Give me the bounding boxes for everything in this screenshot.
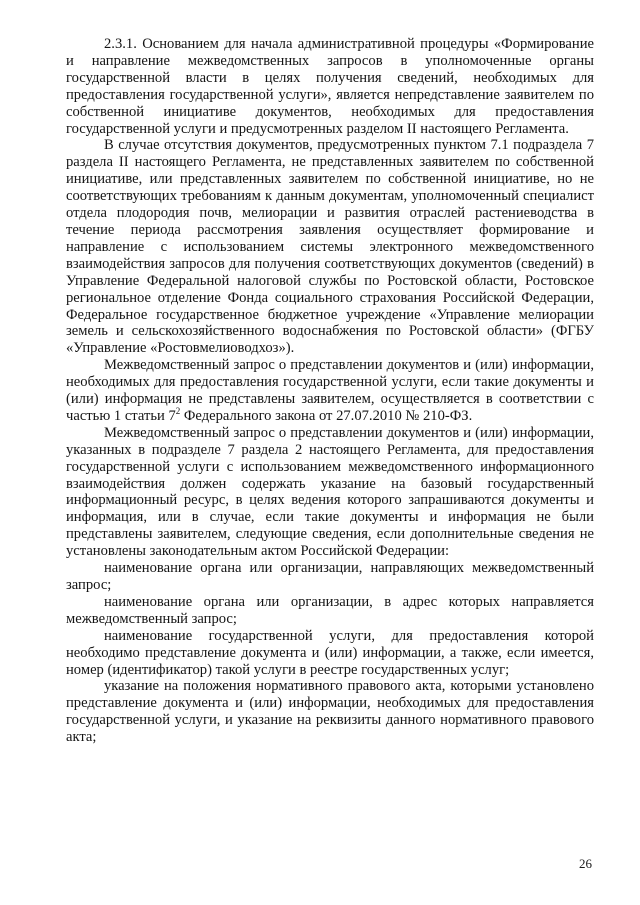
paragraph-missing-documents: В случае отсутствия документов, предусмотренных пунктом 7.1 подраздела 7 раздела II настоящего Регламента, не представленных заявителем по собственной инициативе, или представленных заявителем по собственной инициативе, но не соответствующих требованиям к данным документам, уполномоченный специалист отдела плодородия почв, мелиорации и развития отраслей растениеводства в течение периода рассмотрения заявления осуществляет формирование и направление с использованием системы электронного межведомственного взаимодействия запросов для получения соответствующих документов (сведений) в Управление Федеральной налоговой службы по Ростовской области, Ростовское региональное отделение Фонда социального страхования Российской Федерации, Федеральное государственное бюджетное учреждение «Управление мелиорации земель и сельскохозяйственного водоснабжения по Ростовской области» (ФГБУ «Управление «Ростовмелиоводхоз»).	[66, 137, 594, 357]
paragraph-interagency-request-law	[66, 357, 594, 425]
page-number: 26	[579, 856, 592, 871]
superscript-article: 2	[175, 406, 181, 417]
paragraph-2-3-1: 2.3.1. Основанием для начала административной процедуры «Формирование и направление межведомственных запросов в уполномоченные органы государственной власти в целях получения сведений, необходимых для предоставления государственной услуги», является непредставление заявителем по собственной инициативе документов, необходимых для предоставления государственной услуги и предусмотренных разделом II настоящего Регламента.	[66, 36, 594, 137]
paragraph-request-content: Межведомственный запрос о представлении документов и (или) информации, указанных в подразделе 7 раздела 2 настоящего Регламента, для предоставления государственной услуги с использованием межведомственного информационного взаимодействия должен содержать указание на базовый государственный информационный ресурс, в целях ведения которого запрашиваются документы и информация, или в случае, если такие документы и информация не были представлены заявителем, следующие сведения, если дополнительные сведения не установлены законодательным актом Российской Федерации:	[66, 424, 594, 560]
list-item: наименование органа или организации, направляющих межведомственный запрос;	[66, 560, 594, 593]
paragraph-text-end: Федерального закона от 27.07.2010 № 210-ФЗ.	[180, 407, 473, 424]
list-item: указание на положения нормативного правового акта, которыми установлено представление документа и (или) информации, необходимых для предоставления государственной услуги, и указание на реквизиты данного нормативного правового акта;	[66, 678, 594, 746]
document-body	[66, 36, 594, 746]
paragraph-text-start: Межведомственный запрос о представлении документов и (или) информации, необходимых для предоставления государственной услуги, если такие документы и (или) информация не представлены заявителем, осуществляется в соответствии с частью 1 статьи 7	[66, 357, 594, 424]
list-item: наименование органа или организации, в адрес которых направляется межведомственный запрос;	[66, 593, 594, 627]
list-item: наименование государственной услуги, для предоставления которой необходимо представление документа и (или) информации, а также, если имеется, номер (идентификатор) такой услуги в реестре государственных услуг;	[66, 627, 594, 678]
